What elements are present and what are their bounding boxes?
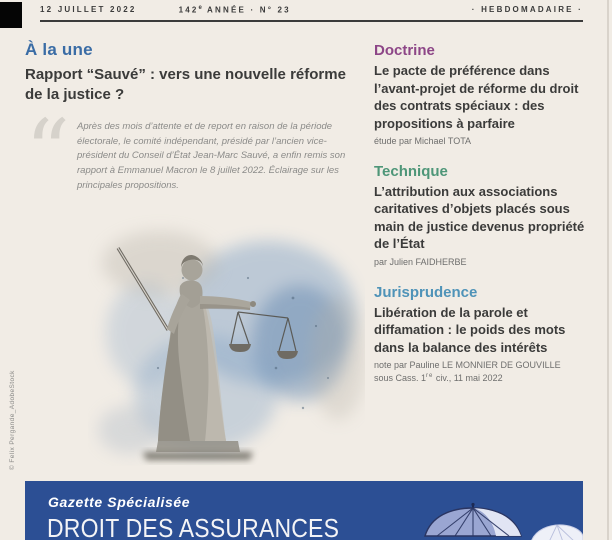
summary-column [374, 42, 589, 399]
doctrine-article-title: Le pacte de préférence dans l’avant-projet de réforme du droit des contrats spéciaux : des propositions à parfaire [374, 63, 579, 131]
banner-kicker: Gazette Spécialisée [48, 494, 191, 510]
logo-corner-block [0, 2, 22, 28]
masthead-date: 12 JUILLET 2022 [40, 5, 137, 14]
section-label-technique: Technique [374, 162, 448, 180]
hero-image-lady-justice [88, 208, 365, 466]
une-article-title: Rapport “Sauvé” : vers une nouvelle réforme de la justice ? [25, 66, 346, 103]
une-column [25, 40, 363, 203]
doctrine-byline: étude par Michael TOTA [374, 136, 472, 147]
section-label-doctrine: Doctrine [374, 42, 435, 59]
gazette-specialisee-banner [25, 481, 583, 540]
section-jurisprudence [374, 284, 589, 385]
section-label-a-la-une: À la une [25, 40, 93, 59]
page-edge-shadow [607, 0, 609, 540]
section-label-jurisprudence: Jurisprudence [374, 283, 478, 301]
banner-title: DROIT DES ASSURANCES [47, 514, 340, 540]
photo-credit: © Felix Pergande_AdobeStock [9, 370, 16, 470]
masthead-frequency: · HEBDOMADAIRE · [471, 5, 583, 14]
une-quote-text: Après des mois d’attente et de report en raison de la période électorale, le comité indépendant, présidé par l’ancien vice-président du Conseil d’État Jean-Marc Sauvé, a enfin remis son rapport à Emmanuel Macron le 8 juillet 2022. Éclairage sur les principales propositions. [77, 121, 346, 191]
masthead-year: 142e ANNÉE · N° 23 [178, 5, 291, 15]
section-technique [374, 163, 589, 269]
lady-justice-watercolor-svg [88, 208, 365, 466]
technique-article-title: L’attribution aux associations caritatives d’objets placés sous main de justice devenus propriété de l’État [374, 183, 585, 252]
masthead-rule [40, 20, 583, 22]
section-doctrine [374, 42, 589, 148]
jurisprudence-byline: note par Pauline LE MONNIER DE GOUVILLE sous Cass. 1re civ., 11 mai 2022 [374, 360, 561, 383]
jurisprudence-article-title: Libération de la parole et diffamation : le poids des mots dans la balance des intérêts [374, 304, 566, 355]
quote-mark-icon: “ [25, 100, 70, 203]
umbrella-icon [413, 502, 583, 540]
masthead [40, 5, 583, 15]
technique-byline: par Julien FAIDHERBE [374, 256, 467, 267]
une-quote-block [25, 100, 363, 203]
